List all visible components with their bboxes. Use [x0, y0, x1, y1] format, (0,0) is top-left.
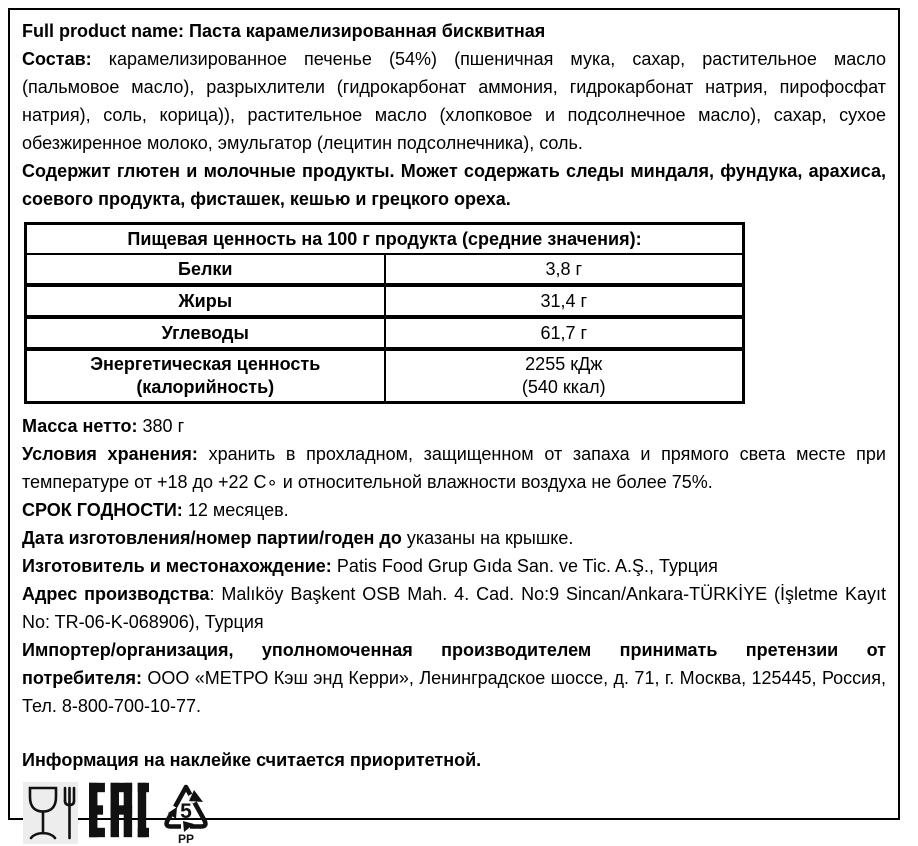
certification-icons-row — [23, 782, 886, 846]
table-row — [26, 254, 744, 285]
net-weight-label: Масса нетто: — [22, 416, 138, 436]
importer-paragraph — [22, 636, 886, 720]
priority-note: Информация на наклейке считается приоритетной. — [22, 750, 482, 770]
shelf-life-label: СРОК ГОДНОСТИ: — [22, 500, 183, 520]
date-lot-value: указаны на крышке. — [406, 528, 574, 548]
nutrition-header-row — [26, 224, 744, 255]
food-safe-glass-fork-icon — [23, 782, 78, 844]
nutrient-protein-label: Белки — [26, 254, 385, 285]
production-address-value: : Malıköy Başkent OSB Mah. 4. Cad. No:9 Sincan/Ankara-TÜRKİYE (İşletme Kayıt No: TR-06-K-068906), Турция — [22, 584, 886, 632]
production-address-label: Адрес производства — [22, 584, 210, 604]
storage-text: хранить в прохладном, защищенном от запаха и прямого света месте при температуре от +18 до +22 С∘ и относительной влажности воздуха не более 75%. — [22, 444, 886, 492]
product-title-label: Full product name: — [22, 21, 184, 41]
allergen-paragraph: Содержит глютен и молочные продукты. Может содержать следы миндаля, фундука, арахиса, соевого продукта, фисташек, кешью и грецкого ореха. — [22, 161, 886, 209]
table-row — [26, 285, 744, 317]
blank-gap — [22, 720, 886, 746]
shelf-life-value: 12 месяцев. — [187, 500, 289, 520]
storage-label: Условия хранения: — [22, 444, 198, 464]
recycling-pp5-icon — [160, 782, 212, 846]
product-label-sheet — [8, 8, 900, 846]
composition-text: карамелизированное печенье (54%) (пшеничная мука, сахар, растительное масло (пальмовое масло), разрыхлители (гидрокарбонат аммония, гидрокарбонат натрия, пирофосфат натрия), соль, корица)), растительное масло (хлопковое и подсолнечное масло), сахар, сухое обезжиренное молоко, эмульгатор (лецитин подсолнечника), соль. — [22, 49, 886, 153]
energy-label: Энергетическая ценность (калорийность) — [26, 349, 385, 403]
eac-mark-icon — [89, 782, 149, 838]
production-address-paragraph — [22, 580, 886, 636]
table-row — [26, 317, 744, 349]
recycling-number: 5 — [180, 800, 192, 823]
manufacturer-label: Изготовитель и местонахождение: — [22, 556, 332, 576]
composition-paragraph — [22, 45, 886, 157]
manufacturer-value: Patis Food Grup Gıda San. ve Tic. A.Ş., Турция — [336, 556, 718, 576]
net-weight-line — [22, 412, 886, 440]
product-title-value: Паста карамелизированная бисквитная — [189, 21, 546, 41]
table-row — [26, 349, 744, 403]
nutrition-table-title: Пищевая ценность на 100 г продукта (средние значения): — [26, 224, 744, 255]
nutrient-fat-value: 31,4 г — [385, 285, 744, 317]
date-lot-line — [22, 524, 886, 552]
nutrient-fat-label: Жиры — [26, 285, 385, 317]
storage-paragraph — [22, 440, 886, 496]
composition-label: Состав: — [22, 49, 92, 69]
recycling-material-code: PP — [177, 832, 195, 846]
manufacturer-line — [22, 552, 886, 580]
shelf-life-line — [22, 496, 886, 524]
net-weight-value: 380 г — [142, 416, 185, 436]
energy-value-cell — [385, 349, 744, 403]
product-title-line — [22, 17, 886, 45]
nutrient-carbs-label: Углеводы — [26, 317, 385, 349]
date-lot-label: Дата изготовления/номер партии/годен до — [22, 528, 402, 548]
nutrition-table — [24, 222, 745, 404]
nutrient-carbs-value: 61,7 г — [385, 317, 744, 349]
nutrient-protein-value: 3,8 г — [385, 254, 744, 285]
energy-value-kj: 2255 кДж — [525, 354, 603, 374]
energy-value-kcal: (540 ккал) — [521, 377, 606, 397]
importer-value: ООО «МЕТРО Кэш энд Керри», Ленинградское шоссе, д. 71, г. Москва, 125445, Россия, Тел. 8-800-700-10-77. — [22, 668, 886, 716]
importer-label: Импортер/организация, уполномоченная производителем принимать претензии от потребителя: — [22, 640, 886, 688]
